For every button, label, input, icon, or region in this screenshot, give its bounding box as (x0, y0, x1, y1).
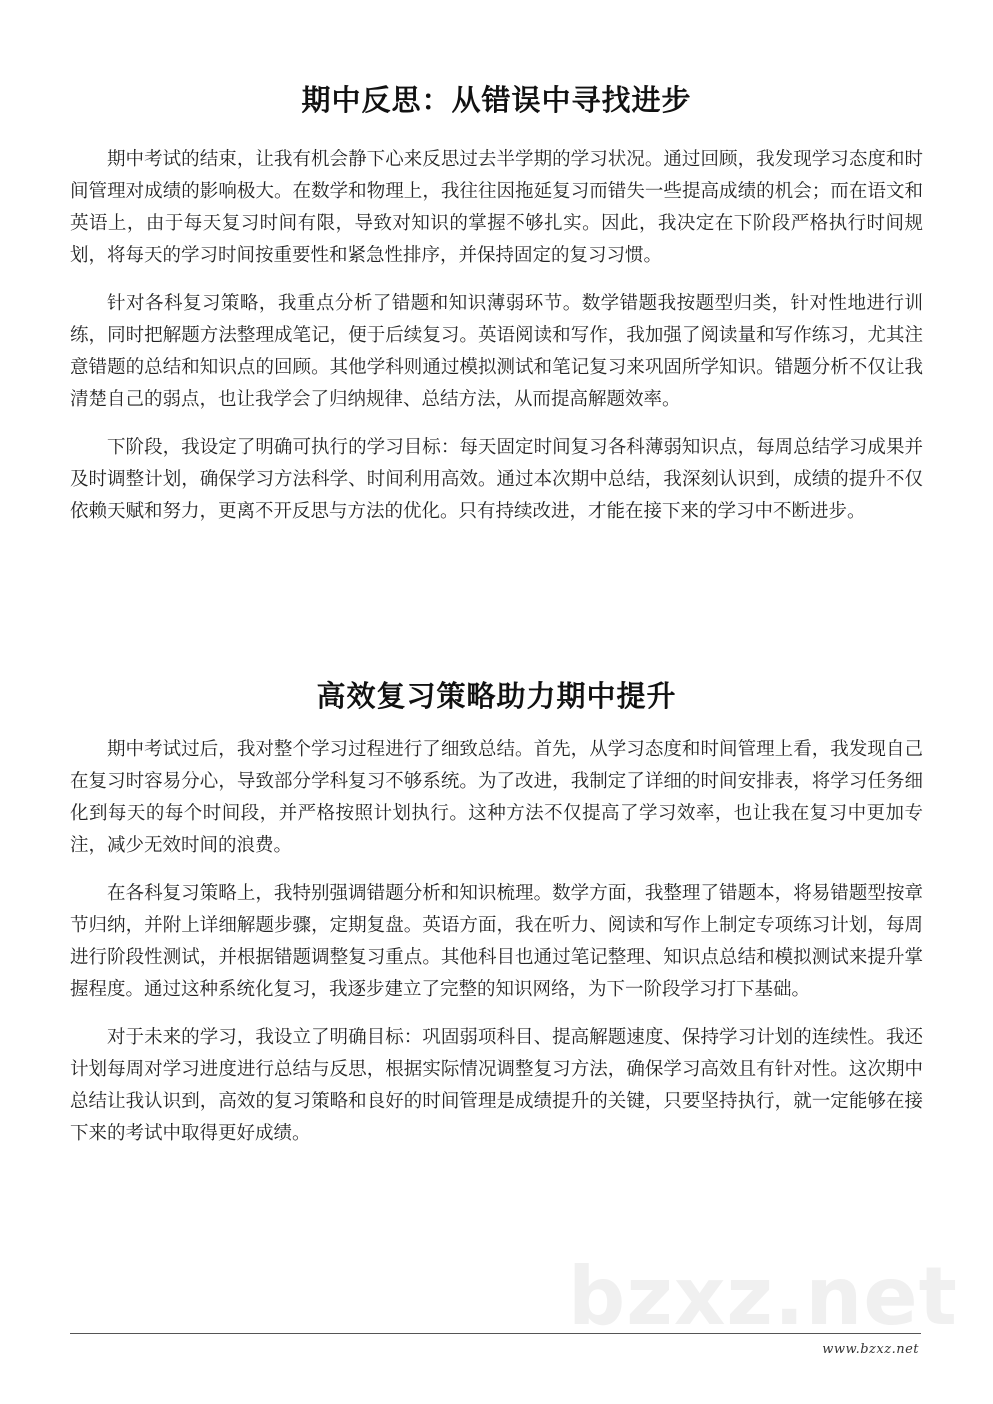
article-paragraph: 在各科复习策略上，我特别强调错题分析和知识梳理。数学方面，我整理了错题本，将易错题型按章节归纳，并附上详细解题步骤，定期复盘。英语方面，我在听力、阅读和写作上制定专项练习计划，每周进行阶段性测试，并根据错题调整复习重点。其他科目也通过笔记整理、知识点总结和模拟测试来提升掌握程度。通过这种系统化复习，我逐步建立了完整的知识网络，为下一阶段学习打下基础。 (70, 883, 923, 1000)
article-reflection (70, 78, 923, 544)
article-paragraph: 针对各科复习策略，我重点分析了错题和知识薄弱环节。数学错题我按题型归类，针对性地进行训练，同时把解题方法整理成笔记，便于后续复习。英语阅读和写作，我加强了阅读量和写作练习，尤其注意错题的总结和知识点的回顾。其他学科则通过模拟测试和笔记复习来巩固所学知识。错题分析不仅让我清楚自己的弱点，也让我学会了归纳规律、总结方法，从而提高解题效率。 (70, 293, 923, 410)
article-title: 期中反思：从错误中寻找进步 (301, 83, 692, 117)
watermark: bzxz.net (568, 1250, 958, 1343)
footer-url: www.bzxz.net (822, 1342, 919, 1357)
article-paragraph: 对于未来的学习，我设立了明确目标：巩固弱项科目、提高解题速度、保持学习计划的连续性。我还计划每周对学习进度进行总结与反思，根据实际情况调整复习方法，确保学习高效且有针对性。这次期中总结让我认识到，高效的复习策略和良好的时间管理是成绩提升的关键，只要坚持执行，就一定能够在接下来的考试中取得更好成绩。 (70, 1027, 923, 1144)
article-review-strategy (70, 674, 923, 1166)
article-title: 高效复习策略助力期中提升 (316, 679, 677, 713)
article-paragraph: 期中考试过后，我对整个学习过程进行了细致总结。首先，从学习态度和时间管理上看，我发现自己在复习时容易分心，导致部分学科复习不够系统。为了改进，我制定了详细的时间安排表，将学习任务细化到每天的每个时间段，并严格按照计划执行。这种方法不仅提高了学习效率，也让我在复习中更加专注，减少无效时间的浪费。 (70, 739, 923, 856)
article-paragraph: 期中考试的结束，让我有机会静下心来反思过去半学期的学习状况。通过回顾，我发现学习态度和时间管理对成绩的影响极大。在数学和物理上，我往往因拖延复习而错失一些提高成绩的机会；而在语文和英语上，由于每天复习时间有限，导致对知识的掌握不够扎实。因此，我决定在下阶段严格执行时间规划，将每天的学习时间按重要性和紧急性排序，并保持固定的复习习惯。 (70, 149, 923, 266)
footer-divider (70, 1333, 921, 1334)
article-paragraph: 下阶段，我设定了明确可执行的学习目标：每天固定时间复习各科薄弱知识点，每周总结学习成果并及时调整计划，确保学习方法科学、时间利用高效。通过本次期中总结，我深刻认识到，成绩的提升不仅依赖天赋和努力，更离不开反思与方法的优化。只有持续改进，才能在接下来的学习中不断进步。 (70, 437, 923, 522)
